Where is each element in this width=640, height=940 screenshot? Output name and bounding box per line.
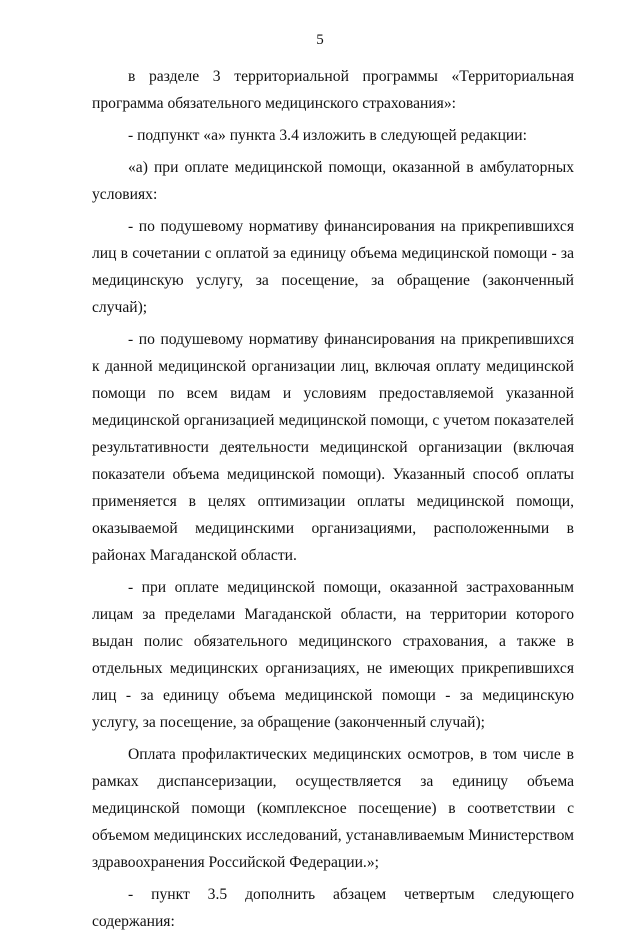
paragraph-per-capita-all-types: - по подушевому нормативу финансирования на прикрепившихся к данной медицинской организации лиц, включая оплату медицинской помощи по всем видам и условиям предоставляемой указанной медицинской организацией медицинской помощи, с учетом показателей результативности деятельности медицинской организации (включая показатели объема медицинской помощи). Указанный способ оплаты применяется в целях оптимизации оплаты медицинской помощи, оказываемой медицинскими организациями, расположенными в районах Магаданской области. — [92, 331, 574, 564]
paragraph-point-3-5: - пункт 3.5 дополнить абзацем четвертым следующего содержания: — [92, 886, 574, 930]
paragraph-outside-region: - при оплате медицинской помощи, оказанной застрахованным лицам за пределами Магаданской области, на территории которого выдан полис обязательного медицинского страхования, а также в отдельных медицинских организациях, не имеющих прикрепившихся лиц - за единицу объема медицинской помощи - за медицинскую услугу, за посещение, за обращение (законченный случай); — [92, 579, 574, 731]
paragraph-per-capita-with-unit-payment: - по подушевому нормативу финансирования на прикрепившихся лиц в сочетании с оплатой за единицу объема медицинской помощи - за медицинскую услугу, за посещение, за обращение (законченный случай); — [92, 218, 574, 316]
paragraph-ambulatory-conditions: «а) при оплате медицинской помощи, оказанной в амбулаторных условиях: — [92, 159, 574, 203]
document-body — [92, 63, 574, 940]
page-number: 5 — [316, 32, 324, 48]
paragraph-section-3-intro: в разделе 3 территориальной программы «Территориальная программа обязательного медицинского страхования»: — [92, 68, 574, 112]
paragraph-preventive-exams: Оплата профилактических медицинских осмотров, в том числе в рамках диспансеризации, осуществляется за единицу объема медицинской помощи (комплексное посещение) в соответствии с объемом медицинских исследований, устанавливаемым Министерством здравоохранения Российской Федерации.»; — [92, 746, 574, 871]
paragraph-subpoint-a-3-4: - подпункт «а» пункта 3.4 изложить в следующей редакции: — [128, 127, 527, 144]
